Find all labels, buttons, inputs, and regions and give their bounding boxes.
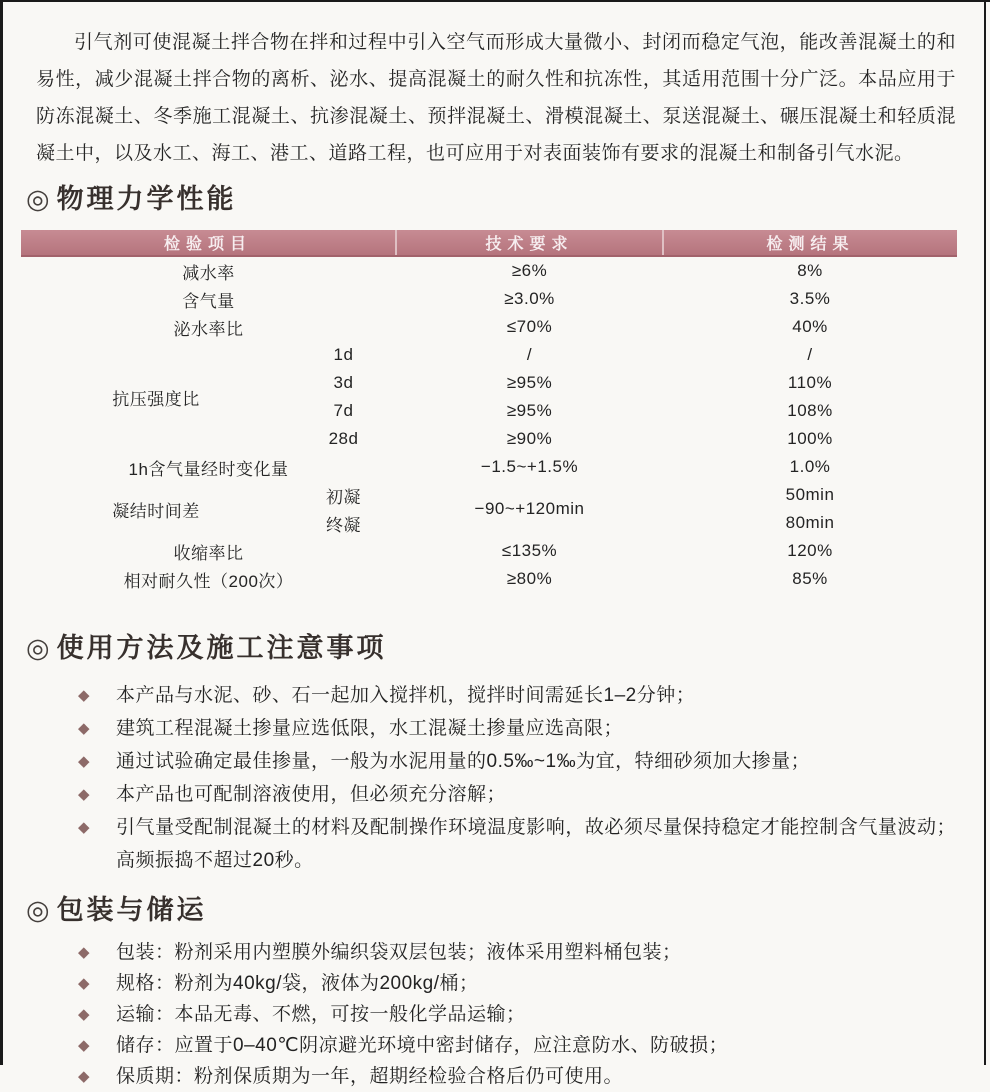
result-cell: 100% [787,429,833,448]
section-heading-usage [26,631,956,665]
bullet-text: 保质期：粉剂保质期为一年，超期经检验合格后仍可使用。 [116,1066,624,1087]
bullet-text: 包装：粉剂采用内塑膜外编织袋双层包装；液体采用塑料桶包装； [116,942,682,963]
diamond-bullet-icon: ◆ [78,753,91,770]
result-cell: 1.0% [789,457,831,476]
section-title: 使用方法及施工注意事项 [56,633,387,663]
section-marker-icon: ◎ [26,184,53,214]
column-header-item: 检验项目 [21,230,396,256]
intro-paragraph: 引气剂可使混凝土拌合物在拌和过程中引入空气而形成大量微小、封闭而稳定气泡，能改善混凝土的和易性，减少混凝土拌合物的离析、泌水、提高混凝土的耐久性和抗冻性，其适用范围十分广泛。本品应用于防冻混凝土、冬季施工混凝土、抗渗混凝土、预拌混凝土、滑模混凝土、泵送混凝土、碾压混凝土和轻质混凝土中，以及水工、海工、港工、道路工程，也可应用于对表面装饰有要求的混凝土和制备引气水泥。 [36,32,956,164]
bullet-item [78,1030,956,1061]
section-heading-physical [26,182,956,216]
item-cell: 泌水率比 [173,319,244,339]
section-marker-icon: ◎ [26,633,53,663]
sub-item-cell: 3d [333,373,354,392]
bullet-text: 储存：应置于0–40℃阴凉避光环境中密封储存，应注意防水、防破损； [116,1035,729,1056]
result-cell: 50min [785,485,835,504]
diamond-bullet-icon: ◆ [78,786,91,803]
requirement-cell: ≤135% [501,541,558,560]
section-heading-packaging [26,893,956,927]
sub-item-cell: 7d [333,401,354,420]
requirement-cell: ≥95% [506,373,553,392]
requirement-cell: ≥6% [511,261,548,280]
bullet-text: 本产品与水泥、砂、石一起加入搅拌机，搅拌时间需延长1–2分钟； [116,685,696,706]
item-group-cell: 抗压强度比 [112,389,200,409]
bullet-item [78,679,956,712]
section-title: 包装与储运 [56,895,207,925]
diamond-bullet-icon: ◆ [78,819,91,836]
result-cell: 108% [787,401,833,420]
result-cell: / [807,345,813,364]
diamond-bullet-icon: ◆ [78,1037,91,1054]
result-cell: 40% [792,317,828,336]
table-header-row [21,230,957,256]
table-row [21,537,957,565]
result-cell: 85% [792,569,828,588]
result-cell: 120% [787,541,833,560]
bullet-item [78,712,956,745]
result-cell: 80min [785,513,835,532]
table-row [21,341,957,369]
diamond-bullet-icon: ◆ [78,975,91,992]
bullet-text: 本产品也可配制溶液使用，但必须充分溶解； [116,784,507,805]
column-header-requirement: 技术要求 [396,230,663,256]
page-top-border [0,0,990,2]
item-cell: 减水率 [182,263,235,283]
section-marker-icon: ◎ [26,895,53,925]
bullet-text: 规格：粉剂为40kg/袋，液体为200kg/桶； [116,973,479,994]
sub-item-cell: 28d [328,429,359,448]
requirement-cell: ≥3.0% [504,289,555,308]
item-cell: 含气量 [182,291,235,311]
diamond-bullet-icon: ◆ [78,944,91,961]
requirement-cell: / [526,345,533,364]
sub-item-cell: 初凝 [326,487,361,507]
section-title: 物理力学性能 [56,184,237,214]
requirement-cell: ≥90% [506,429,553,448]
page-right-border [984,0,986,1065]
column-header-result: 检测结果 [663,230,957,256]
bullet-item [78,937,956,968]
result-cell: 8% [797,261,823,280]
bullet-text: 运输：本品无毒、不燃，可按一般化学品运输； [116,1004,526,1025]
bullet-item [78,999,956,1030]
requirement-cell: ≥95% [506,401,553,420]
bullet-item [78,968,956,999]
packaging-bullet-list [36,937,956,1092]
table-row [21,481,957,509]
table-row [21,256,957,285]
bullet-item [78,745,956,778]
table-row [21,565,957,593]
table-row [21,313,957,341]
bullet-item [78,778,956,811]
requirement-cell: ≥80% [506,569,553,588]
item-group-cell: 凝结时间差 [112,501,200,521]
clipped-partial-line [78,1061,956,1092]
diamond-bullet-icon: ◆ [78,687,91,704]
bullet-text: 引气量受配制混凝土的材料及配制操作环境温度影响，故必须尽量保持稳定才能控制含气量波动；高频振捣不超过20秒。 [116,817,956,871]
bullet-text: 建筑工程混凝土掺量应选低限，水工混凝土掺量应选高限； [116,718,624,739]
item-cell: 1h含气量经时变化量 [128,459,289,479]
table-row [21,453,957,481]
result-cell: 3.5% [789,289,831,308]
bullet-text: 通过试验确定最佳掺量，一般为水泥用量的0.5‰~1‰为宜，特细砂须加大掺量； [116,751,811,772]
item-cell: 相对耐久性（200次） [123,571,294,591]
requirement-cell: ≤70% [506,317,553,336]
usage-bullet-list [36,679,956,877]
diamond-bullet-icon: ◆ [78,720,91,737]
sub-item-cell: 终凝 [326,515,361,535]
sub-item-cell: 1d [333,345,354,364]
requirement-cell: −90~+120min [474,499,585,518]
bullet-item [78,811,956,877]
diamond-bullet-icon: ◆ [78,1068,91,1085]
diamond-bullet-icon: ◆ [78,1006,91,1023]
item-cell: 收缩率比 [173,543,244,563]
properties-table [21,230,957,593]
requirement-cell: −1.5~+1.5% [480,457,579,476]
result-cell: 110% [787,373,833,392]
table-row [21,285,957,313]
page-left-border [0,0,3,1065]
